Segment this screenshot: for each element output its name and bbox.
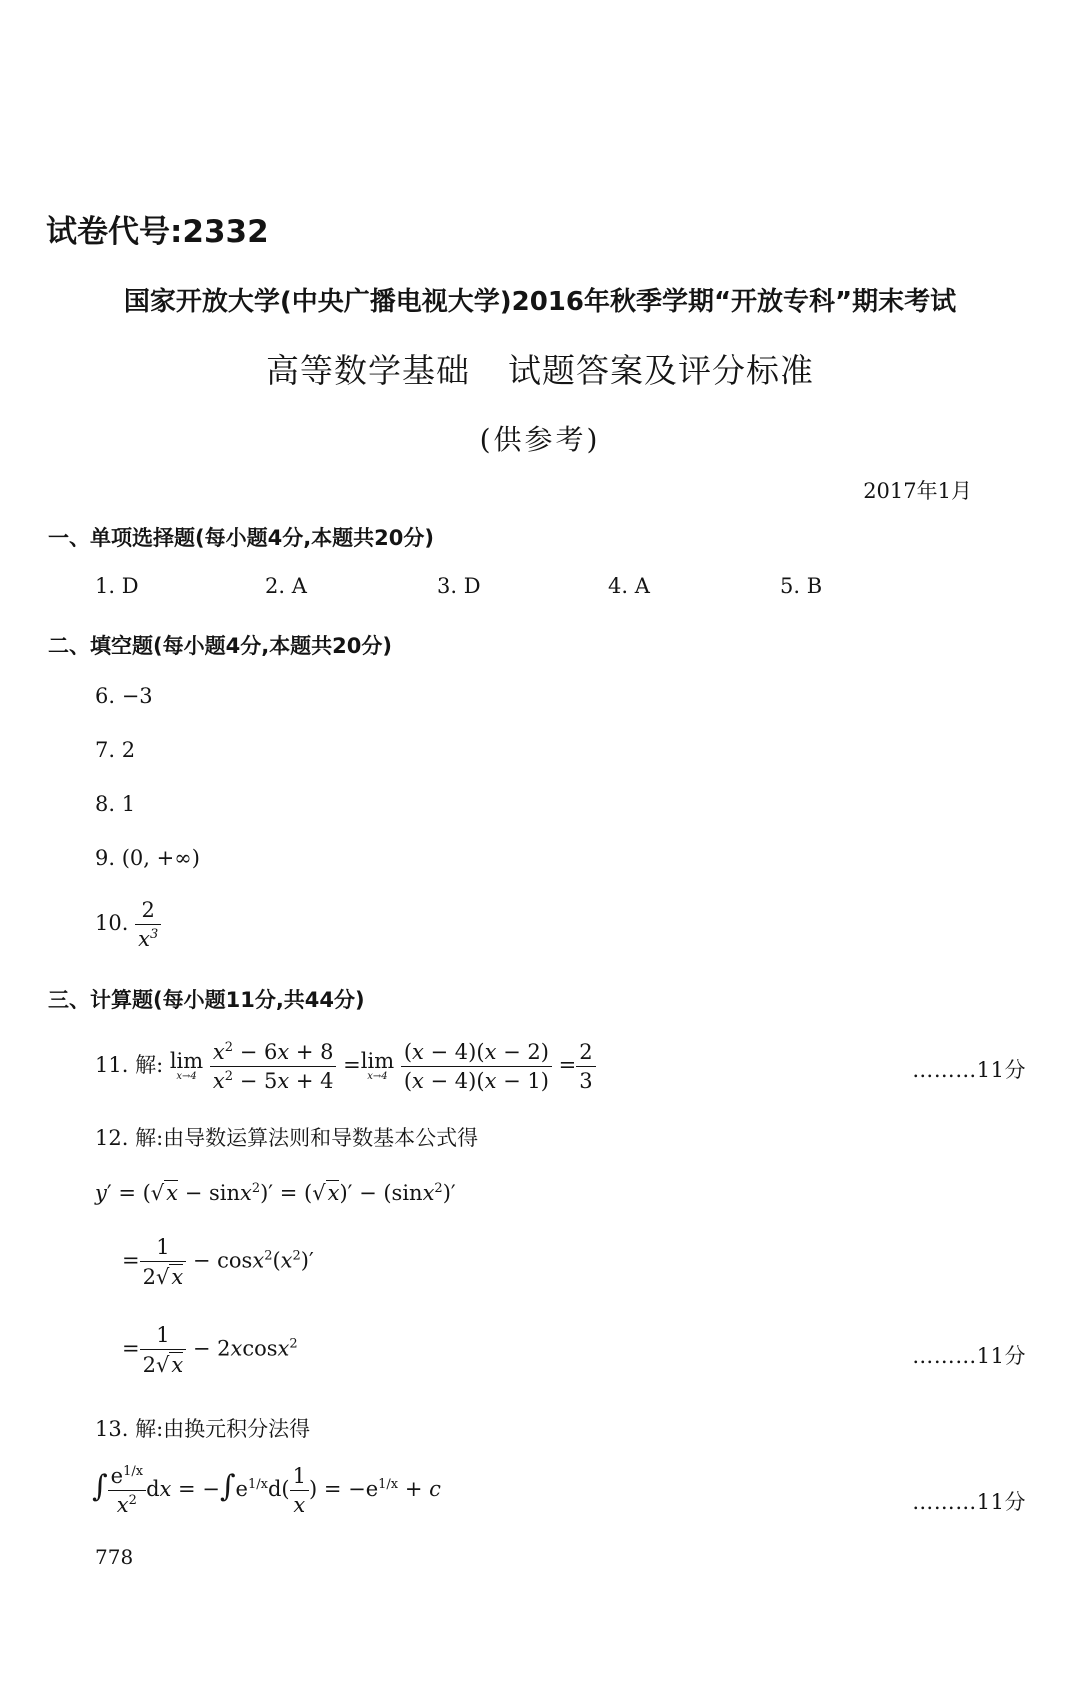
section-heading-choice: 一、单项选择题(每小题4分,本题共20分) — [48, 526, 435, 550]
page-number: 778 — [95, 1545, 134, 1569]
q11-label: 11. 解: — [95, 1053, 164, 1077]
fraction-denominator: $x^3$ — [138, 927, 159, 951]
title-right: 试题答案及评分标准 — [508, 351, 814, 390]
choice-answer-3: 3. D — [437, 574, 481, 598]
q11-fraction-2: $\frac{(x - 4)(x - 2)}{(x - 4)(x - 1)}$ — [401, 1040, 552, 1093]
limit-operator: lim x→4 — [360, 1049, 395, 1082]
q12-step-1: y′ = (√x − sinx$^2$)′ = (√x)′ − (sinx$^2$)′ — [95, 1181, 456, 1205]
limit-operator: lim x→4 — [169, 1049, 204, 1082]
fraction-numerator: 2 — [135, 898, 161, 925]
fill-answer-10 — [95, 898, 161, 951]
q12-step-3: = $\frac{1}{2√x}$ − 2xcosx$^2$ — [122, 1323, 298, 1377]
q13-step-1: ∫ $\frac{e^{1/x}}{x^2}$ dx = $-\int e^{1/x}d$( $\frac{1}{x}$ ) = $-e^{1/x} + c$ — [92, 1464, 441, 1517]
fill-answer-9: 9. (0, +∞) — [95, 846, 200, 870]
q11-result: $\frac{2}{3}$ — [576, 1040, 595, 1093]
section-heading-fill: 二、填空题(每小题4分,本题共20分) — [48, 634, 393, 658]
q12-step-2: = $\frac{1}{2√x}$ − $\cos x^2(x^2)'$ — [122, 1235, 314, 1289]
choice-answer-4: 4. A — [608, 574, 650, 598]
q11-fraction-1: $\frac{x^2 - 6x + 8}{x^2 - 5x + 4}$ — [210, 1040, 337, 1093]
choice-answer-2: 2. A — [265, 574, 307, 598]
q13-label: 13. 解:由换元积分法得 — [95, 1417, 311, 1441]
page-subtitle: (供参考) — [479, 423, 601, 456]
calc-answer-11: 11. 解: lim x→4 $\frac{x^2 - 6x + 8}{x^2 - 5x + 4}$ =lim x→4 $\frac{(x - 4)(x - 2)}{(x - 4)(x - 1)}$ = $\frac{2}{3}$ — [95, 1040, 596, 1093]
fill-answer-8: 8. 1 — [95, 792, 136, 816]
score-q12: ………11分 — [912, 1344, 1026, 1368]
fill-answer-10-fraction — [135, 898, 161, 951]
fill-answer-6: 6. −3 — [95, 684, 153, 708]
choice-answer-5: 5. B — [780, 574, 823, 598]
fill-answer-7: 7. 2 — [95, 738, 136, 762]
page-title — [0, 345, 1080, 392]
fill-answer-10-label: 10. — [95, 911, 129, 935]
exam-date: 2017年1月 — [863, 479, 972, 503]
section-heading-calc: 三、计算题(每小题11分,共44分) — [48, 988, 365, 1012]
score-q13: ………11分 — [912, 1490, 1026, 1514]
school-line: 国家开放大学(中央广播电视大学)2016年秋季学期“开放专科”期末考试 — [123, 287, 957, 317]
score-q11: ………11分 — [912, 1058, 1026, 1082]
q12-label: 12. 解:由导数运算法则和导数基本公式得 — [95, 1126, 479, 1150]
paper-code: 试卷代号:2332 — [46, 214, 269, 250]
choice-answer-1: 1. D — [95, 574, 139, 598]
title-left: 高等数学基础 — [266, 351, 470, 390]
